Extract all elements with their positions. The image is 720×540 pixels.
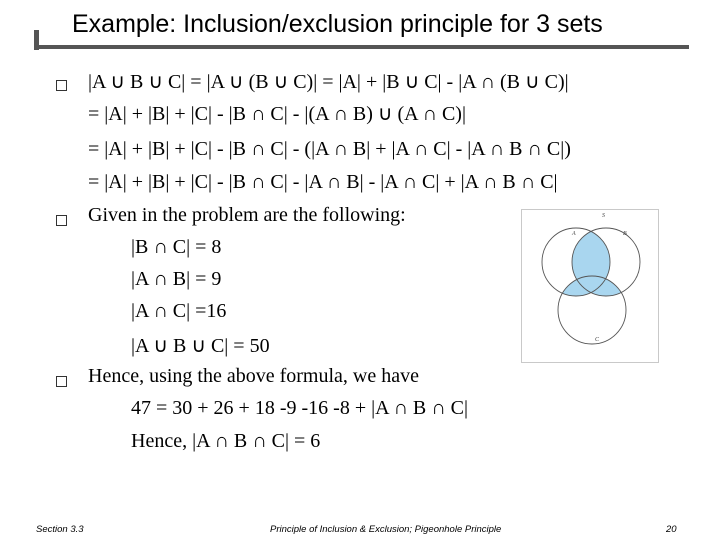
venn-shaded-region [558,228,640,344]
venn-label-universe: S [602,213,605,219]
slide-title: Example: Inclusion/exclusion principle for 3 sets [72,10,603,38]
hence-heading: Hence, using the above formula, we have [88,365,419,387]
venn-label-b: B [623,231,627,237]
formula-line-3: = |A| + |B| + |C| - |B ∩ C| - (|A ∩ B| + |A ∩ C| - |A ∩ B ∩ C|) [88,138,571,160]
bullet-icon [56,376,67,387]
footer-topic: Principle of Inclusion & Exclusion; Pigeonhole Principle [270,524,502,535]
given-a-and-b: |A ∩ B| = 9 [131,268,222,290]
footer-section: Section 3.3 [36,524,84,535]
bullet-icon [56,215,67,226]
formula-line-1: |A ∪ B ∪ C| = |A ∪ (B ∪ C)| = |A| + |B ∪ C| - |A ∩ (B ∪ C)| [88,71,569,93]
title-underline [34,45,689,49]
bullet-icon [56,80,67,91]
venn-diagram [521,209,659,363]
given-a-and-c: |A ∩ C| =16 [131,300,227,322]
given-b-and-c: |B ∩ C| = 8 [131,236,222,258]
hence-result: Hence, |A ∩ B ∩ C| = 6 [131,430,321,452]
formula-line-4: = |A| + |B| + |C| - |B ∩ C| - |A ∩ B| - |A ∩ C| + |A ∩ B ∩ C| [88,171,558,193]
footer-page-number: 20 [666,524,677,535]
given-union: |A ∪ B ∪ C| = 50 [131,335,270,357]
given-heading: Given in the problem are the following: [88,204,406,226]
hence-equation: 47 = 30 + 26 + 18 -9 -16 -8 + |A ∩ B ∩ C| [131,397,469,419]
venn-label-a: A [572,231,576,237]
formula-line-2: = |A| + |B| + |C| - |B ∩ C| - |(A ∩ B) ∪ (A ∩ C)| [88,103,466,125]
venn-label-c: C [595,337,600,343]
